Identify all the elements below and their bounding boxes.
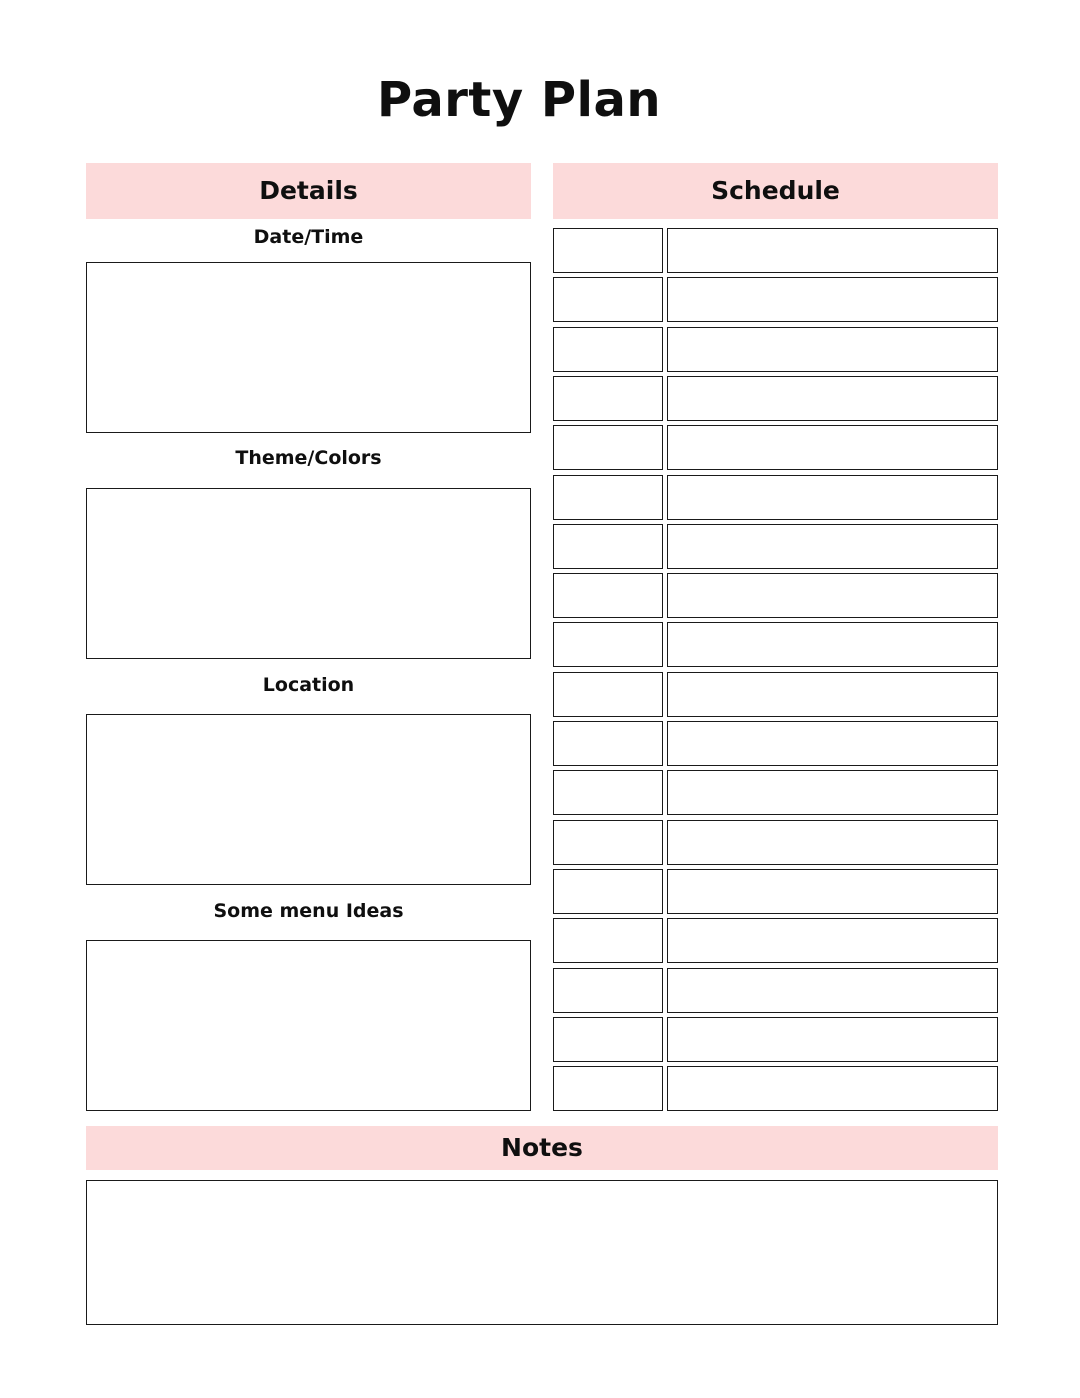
schedule-time-cell[interactable] (553, 770, 663, 815)
schedule-activity-cell[interactable] (667, 1017, 998, 1062)
schedule-time-cell[interactable] (553, 277, 663, 322)
notes-field[interactable] (86, 1180, 998, 1325)
schedule-activity-cell[interactable] (667, 622, 998, 667)
schedule-activity-cell[interactable] (667, 721, 998, 766)
schedule-time-cell[interactable] (553, 524, 663, 569)
schedule-activity-cell[interactable] (667, 820, 998, 865)
page-title: Party Plan (376, 72, 662, 128)
location-label: Location (262, 674, 355, 696)
schedule-time-cell[interactable] (553, 1066, 663, 1111)
schedule-activity-cell[interactable] (667, 524, 998, 569)
schedule-time-cell[interactable] (553, 573, 663, 618)
schedule-time-cell[interactable] (553, 721, 663, 766)
menu-ideas-label: Some menu Ideas (213, 900, 404, 922)
schedule-time-cell[interactable] (553, 918, 663, 963)
schedule-time-cell[interactable] (553, 1017, 663, 1062)
theme-colors-field[interactable] (86, 488, 531, 659)
schedule-activity-cell[interactable] (667, 376, 998, 421)
schedule-activity-cell[interactable] (667, 968, 998, 1013)
schedule-activity-cell[interactable] (667, 918, 998, 963)
schedule-time-cell[interactable] (553, 376, 663, 421)
schedule-activity-cell[interactable] (667, 573, 998, 618)
schedule-activity-cell[interactable] (667, 672, 998, 717)
schedule-time-cell[interactable] (553, 968, 663, 1013)
date-time-label: Date/Time (253, 226, 364, 248)
date-time-field[interactable] (86, 262, 531, 433)
schedule-activity-cell[interactable] (667, 475, 998, 520)
schedule-activity-cell[interactable] (667, 425, 998, 470)
schedule-activity-cell[interactable] (667, 277, 998, 322)
schedule-activity-cell[interactable] (667, 770, 998, 815)
schedule-time-cell[interactable] (553, 869, 663, 914)
schedule-activity-cell[interactable] (667, 1066, 998, 1111)
menu-ideas-field[interactable] (86, 940, 531, 1111)
schedule-header: Schedule (553, 163, 998, 219)
schedule-time-cell[interactable] (553, 672, 663, 717)
notes-header: Notes (86, 1126, 998, 1170)
schedule-time-cell[interactable] (553, 327, 663, 372)
location-field[interactable] (86, 714, 531, 885)
theme-colors-label: Theme/Colors (235, 447, 382, 469)
schedule-activity-cell[interactable] (667, 869, 998, 914)
schedule-time-cell[interactable] (553, 820, 663, 865)
schedule-time-cell[interactable] (553, 228, 663, 273)
schedule-activity-cell[interactable] (667, 327, 998, 372)
schedule-time-cell[interactable] (553, 622, 663, 667)
schedule-time-cell[interactable] (553, 475, 663, 520)
details-header: Details (86, 163, 531, 219)
schedule-activity-cell[interactable] (667, 228, 998, 273)
schedule-time-cell[interactable] (553, 425, 663, 470)
